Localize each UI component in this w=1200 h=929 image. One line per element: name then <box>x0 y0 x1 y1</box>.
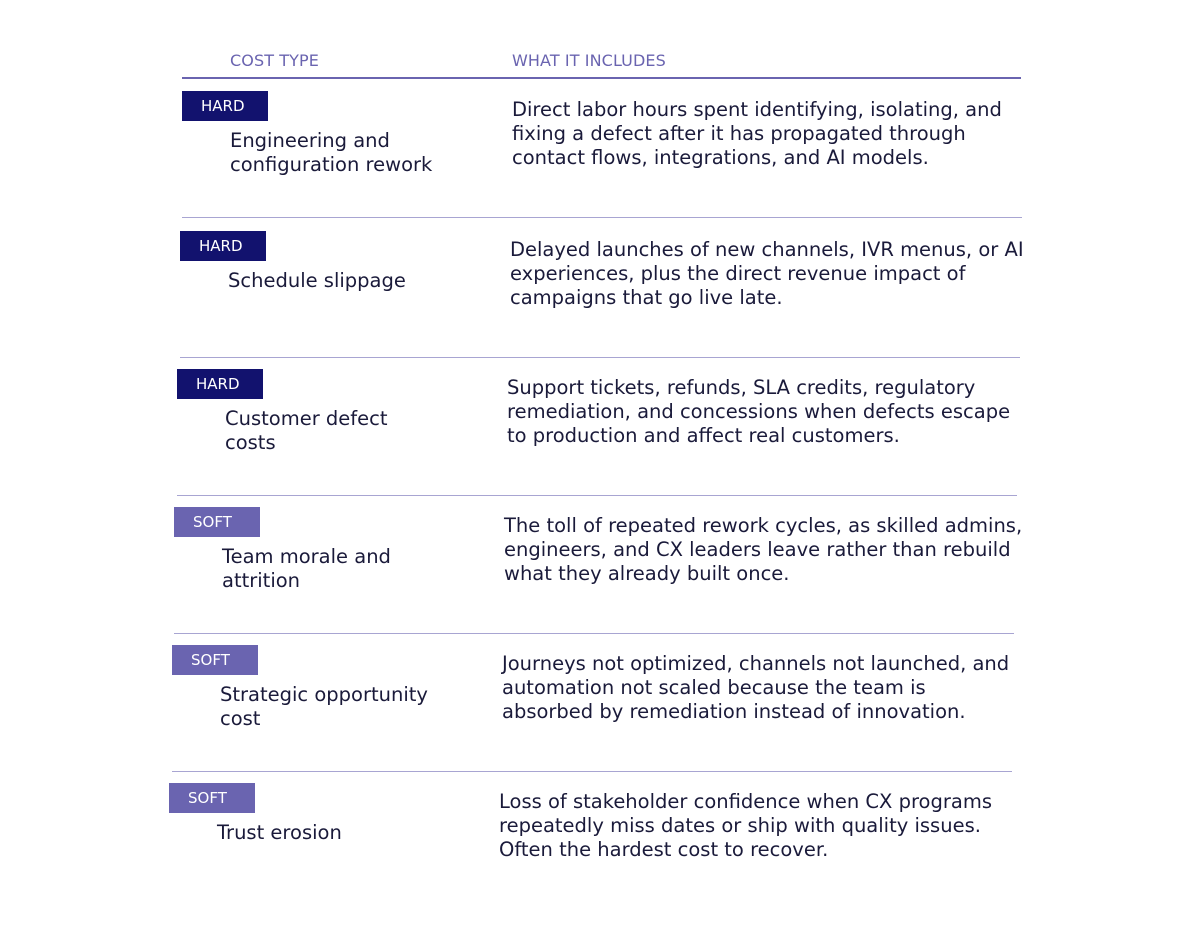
cost-tag-hard: HARD <box>180 231 266 261</box>
table-row <box>169 771 1009 909</box>
table-row <box>172 633 1012 772</box>
cost-includes: Journeys not optimized, channels not launched, and automation not scaled because the team is absorbed by remediation instead of innovation. <box>502 652 1010 723</box>
cost-tag-hard: HARD <box>177 369 263 399</box>
cost-includes: Delayed launches of new channels, IVR menus, or AI experiences, plus the direct revenue impact of campaigns that go live late. <box>510 238 1024 309</box>
cost-tag-soft: SOFT <box>172 645 258 675</box>
header-what-it-includes: WHAT IT INCLUDES <box>512 51 666 70</box>
cost-includes: Support tickets, refunds, SLA credits, regulatory remediation, and concessions when defects escape to production and affect real customers. <box>507 376 1011 447</box>
header-cost-type: COST TYPE <box>230 51 319 70</box>
cost-includes: The toll of repeated rework cycles, as skilled admins, engineers, and CX leaders leave rather than rebuild what they already built once. <box>504 514 1023 585</box>
cost-includes: Loss of stakeholder confidence when CX programs repeatedly miss dates or ship with quality issues. Often the hardest cost to recover. <box>499 790 992 861</box>
cost-tag-soft: SOFT <box>174 507 260 537</box>
cost-name: Team morale and attrition <box>222 545 391 592</box>
cost-name: Schedule slippage <box>228 269 406 292</box>
cost-name: Customer defect costs <box>225 407 388 454</box>
cost-includes: Direct labor hours spent identifying, isolating, and fixing a defect after it has propagated through contact flows, integrations, and AI models. <box>512 98 1002 169</box>
cost-tag-hard: HARD <box>182 91 268 121</box>
cost-name: Trust erosion <box>217 821 342 844</box>
table-row <box>174 495 1023 634</box>
cost-tag-soft: SOFT <box>169 783 255 813</box>
cost-name: Engineering and configuration rework <box>230 129 433 176</box>
table-row <box>182 79 1022 218</box>
cost-name: Strategic opportunity cost <box>220 683 428 730</box>
table-row <box>177 357 1017 496</box>
table-header <box>182 46 1021 79</box>
table-row <box>180 219 1024 358</box>
